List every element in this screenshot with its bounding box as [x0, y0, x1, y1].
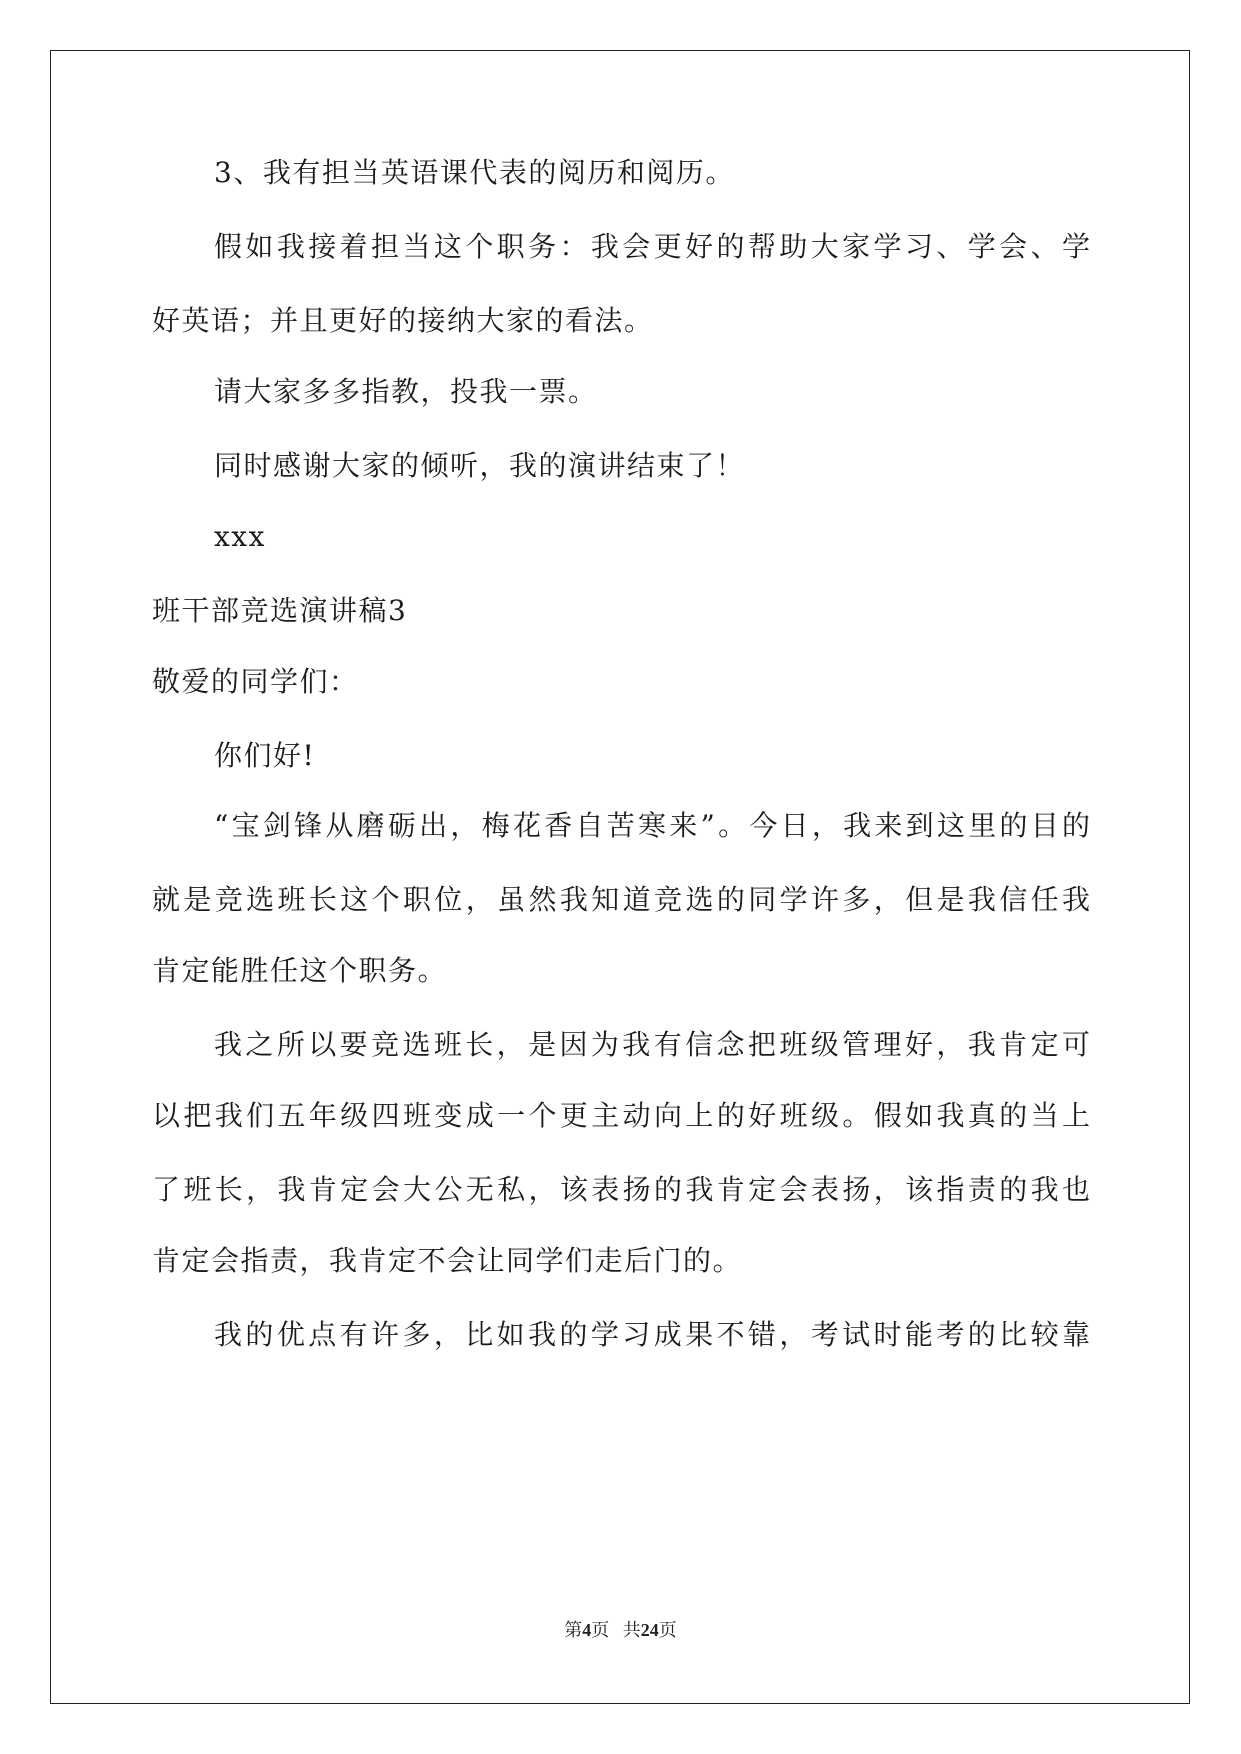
footer-total-suffix: 页 — [658, 1620, 677, 1640]
footer-total-prefix: 共 — [622, 1620, 641, 1640]
salutation: 敬爱的同学们： — [152, 665, 359, 698]
paragraph-line: “宝剑锋从磨砺出，梅花香自苦寒来”。今日，我来到这里的目的 — [214, 809, 1090, 842]
footer-prefix: 第 — [564, 1620, 583, 1640]
paragraph-line: 假如我接着担当这个职务：我会更好的帮助大家学习、学会、学 — [214, 230, 1090, 263]
signature-line: xxx — [214, 520, 266, 553]
paragraph-line: 同时感谢大家的倾听，我的演讲结束了！ — [214, 449, 746, 482]
page-footer — [0, 1616, 1241, 1642]
page-border — [50, 50, 1190, 1704]
paragraph-line: 好英语；并且更好的接纳大家的看法。 — [152, 304, 654, 337]
paragraph-line: 肯定能胜任这个职务。 — [152, 954, 448, 987]
greeting: 你们好! — [214, 739, 316, 772]
paragraph-line: 我的优点有许多，比如我的学习成果不错，考试时能考的比较靠 — [214, 1318, 1090, 1351]
paragraph-line: 以把我们五年级四班变成一个更主动向上的好班级。假如我真的当上 — [152, 1099, 1090, 1132]
footer-page-suffix: 页 — [591, 1620, 610, 1640]
paragraph-line: 我之所以要竞选班长，是因为我有信念把班级管理好，我肯定可 — [214, 1028, 1090, 1061]
total-pages-number: 24 — [640, 1620, 659, 1640]
paragraph-line: 了班长，我肯定会大公无私，该表扬的我肯定会表扬，该指责的我也 — [152, 1173, 1090, 1206]
paragraph-line: 3、我有担当英语课代表的阅历和阅历。 — [214, 156, 735, 189]
paragraph-line: 请大家多多指教，投我一票。 — [214, 375, 598, 408]
section-title: 班干部竞选演讲稿3 — [152, 594, 408, 627]
current-page-number: 4 — [582, 1620, 592, 1640]
paragraph-line: 就是竞选班长这个职位，虽然我知道竞选的同学许多，但是我信任我 — [152, 883, 1090, 916]
paragraph-line: 肯定会指责，我肯定不会让同学们走后门的。 — [152, 1244, 743, 1277]
